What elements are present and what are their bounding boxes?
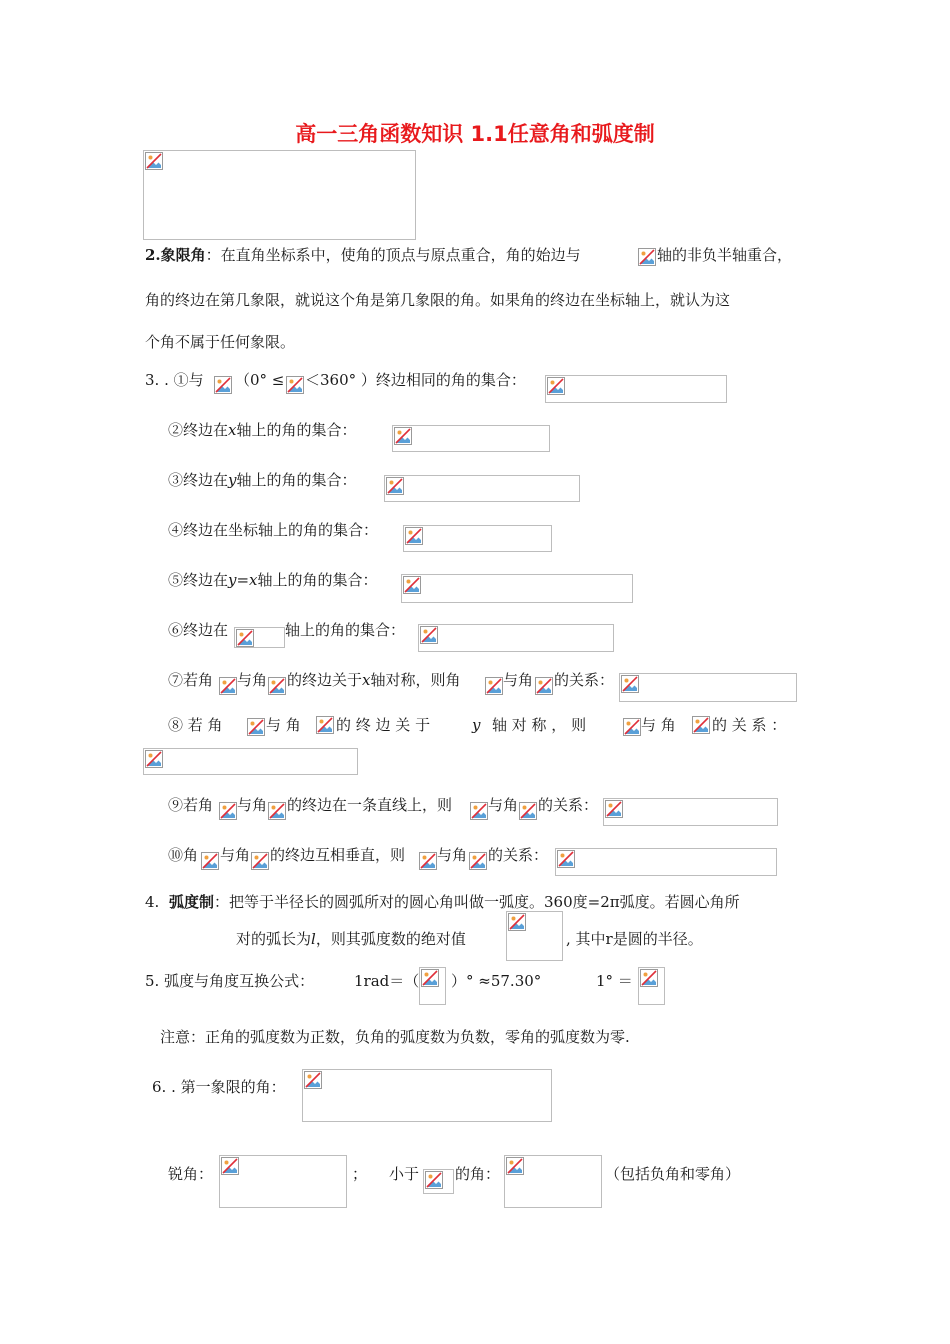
broken-image-icon bbox=[425, 1171, 443, 1189]
broken-image-icon bbox=[605, 800, 623, 818]
broken-image-icon bbox=[508, 913, 526, 931]
broken-image-icon bbox=[219, 802, 237, 820]
s3-item5 bbox=[168, 570, 378, 590]
broken-image-icon bbox=[247, 718, 265, 736]
broken-image-icon bbox=[221, 1157, 239, 1175]
broken-image-icon bbox=[386, 477, 404, 495]
s3-i2-b: 轴上的角的集合： bbox=[236, 421, 357, 439]
s4-line2-b: ，则其弧度数的绝对值 bbox=[315, 930, 466, 948]
answer-box bbox=[143, 748, 358, 775]
s3-i7-x: x bbox=[362, 671, 371, 689]
s3-i7-a: ⑦若角 bbox=[168, 671, 214, 689]
broken-image-icon bbox=[268, 802, 286, 820]
s3-i10-d: 与角 bbox=[437, 846, 468, 864]
s3-head-b: （0° ≤ bbox=[235, 371, 285, 389]
s3-i2-a: ②终边在 bbox=[168, 421, 229, 439]
s5-a: 5. 弧度与角度互换公式： bbox=[145, 972, 315, 990]
broken-image-icon bbox=[621, 675, 639, 693]
answer-box bbox=[418, 624, 614, 652]
broken-image-icon bbox=[405, 527, 423, 545]
broken-image-icon bbox=[535, 677, 553, 695]
s3-i5-yx: y=x bbox=[228, 571, 258, 589]
s2-line1 bbox=[145, 245, 581, 265]
broken-image-icon bbox=[251, 852, 269, 870]
s3-i8-a: ⑧ 若 角 bbox=[168, 716, 223, 734]
broken-image-icon bbox=[403, 576, 421, 594]
s3-i8-e: 与 角 bbox=[641, 716, 676, 734]
s2-label: 2.象限角 bbox=[145, 246, 206, 264]
s3-i5-b: 轴上的角的集合： bbox=[257, 571, 378, 589]
broken-image-icon bbox=[219, 677, 237, 695]
s6-semicolon: ； bbox=[352, 1165, 368, 1183]
broken-image-icon bbox=[145, 152, 163, 170]
s4-line1-text: ：把等于半径长的圆弧所对的圆心角叫做一弧度。360度=2π弧度。若圆心角所 bbox=[214, 893, 740, 911]
s5-b: 1rad＝（ bbox=[354, 972, 420, 990]
s3-i4: ④终边在坐标轴上的角的集合： bbox=[168, 521, 379, 539]
answer-box bbox=[403, 525, 552, 552]
s3-i3-b: 轴上的角的集合： bbox=[236, 471, 357, 489]
s6-less-a: 小于 bbox=[389, 1165, 420, 1183]
broken-image-icon bbox=[623, 718, 641, 736]
s3-i9-a: ⑨若角 bbox=[168, 796, 214, 814]
s4-label: 弧度制 bbox=[169, 893, 215, 911]
s3-i9-d: 与角 bbox=[488, 796, 519, 814]
s3-head-a: 3. . ①与 bbox=[145, 371, 204, 389]
s6-paren: （包括负角和零角） bbox=[605, 1165, 741, 1183]
broken-image-icon bbox=[692, 716, 710, 734]
s3-i5-a: ⑤终边在 bbox=[168, 571, 229, 589]
note: 注意：正角的弧度数为正数，负角的弧度数为负数，零角的弧度数为零. bbox=[160, 1028, 630, 1046]
s3-i2-x: x bbox=[228, 421, 237, 439]
s3-i3-a: ③终边在 bbox=[168, 471, 229, 489]
broken-image-icon bbox=[316, 716, 334, 734]
s3-i10-e: 的关系： bbox=[488, 846, 549, 864]
broken-image-icon bbox=[485, 677, 503, 695]
s5-d: 1° ＝ bbox=[596, 972, 633, 990]
s3-i3-y: y bbox=[228, 471, 237, 489]
s3-i9-e: 的关系： bbox=[538, 796, 599, 814]
broken-image-icon bbox=[638, 248, 656, 266]
s4-line2-c: , 其中r是圆的半径。 bbox=[566, 930, 703, 948]
s3-i7-b: 与角 bbox=[237, 671, 268, 689]
s6-acute: 锐角： bbox=[168, 1165, 214, 1183]
s3-item7-c bbox=[287, 670, 461, 690]
s3-item3 bbox=[168, 470, 357, 490]
s3-i10-a: ⑩角 bbox=[168, 846, 199, 864]
broken-image-icon bbox=[469, 852, 487, 870]
broken-image-icon bbox=[421, 969, 439, 987]
broken-image-icon bbox=[420, 626, 438, 644]
s3-i10-b: 与角 bbox=[220, 846, 251, 864]
broken-image-icon bbox=[304, 1071, 322, 1089]
s3-i7-f: 的关系： bbox=[554, 671, 615, 689]
broken-image-icon bbox=[394, 427, 412, 445]
s4-line2-a: 对的弧长为 bbox=[236, 930, 312, 948]
s5-c: ）° ≈57.30° bbox=[451, 972, 542, 990]
broken-image-icon bbox=[640, 969, 658, 987]
answer-box bbox=[392, 425, 550, 452]
figure-placeholder bbox=[143, 150, 416, 240]
broken-image-icon bbox=[286, 376, 304, 394]
broken-image-icon bbox=[214, 376, 232, 394]
s3-i10-c: 的终边互相垂直，则 bbox=[270, 846, 406, 864]
s4-line1 bbox=[169, 892, 740, 912]
s4-line2-l: l bbox=[311, 930, 316, 948]
broken-image-icon bbox=[506, 1157, 524, 1175]
s3-i8-f: 的 关 系 ： bbox=[712, 716, 787, 734]
s3-i8-b: 与 角 bbox=[266, 716, 301, 734]
broken-image-icon bbox=[547, 377, 565, 395]
answer-box bbox=[603, 798, 778, 826]
broken-image-icon bbox=[236, 629, 254, 647]
s4-num: 4. bbox=[145, 893, 160, 911]
s3-i8-d: 轴 对 称 ， 则 bbox=[492, 716, 587, 734]
broken-image-icon bbox=[557, 850, 575, 868]
s2-line1-a: ：在直角坐标系中，使角的顶点与原点重合，角的始边与 bbox=[205, 246, 581, 264]
s3-i6-a: ⑥终边在 bbox=[168, 621, 229, 639]
s4-line2 bbox=[236, 929, 466, 949]
page-title: 高一三角函数知识 1.1任意角和弧度制 bbox=[295, 122, 655, 146]
broken-image-icon bbox=[519, 802, 537, 820]
broken-image-icon bbox=[145, 750, 163, 768]
s3-i8-c: 的 终 边 关 于 bbox=[336, 716, 431, 734]
broken-image-icon bbox=[470, 802, 488, 820]
answer-box bbox=[545, 375, 727, 403]
s6-less-b: 的角： bbox=[455, 1165, 501, 1183]
answer-box bbox=[619, 673, 797, 702]
s3-i6-b: 轴上的角的集合： bbox=[285, 621, 406, 639]
s2-line1-b: 轴的非负半轴重合， bbox=[657, 246, 793, 264]
s3-i8-y: y bbox=[472, 716, 481, 734]
s6-head: 6. . 第一象限的角： bbox=[152, 1078, 286, 1096]
s3-i9-b: 与角 bbox=[237, 796, 268, 814]
s3-i7-c: 的终边关于 bbox=[287, 671, 363, 689]
answer-box bbox=[401, 574, 633, 603]
broken-image-icon bbox=[201, 852, 219, 870]
broken-image-icon bbox=[419, 852, 437, 870]
broken-image-icon bbox=[268, 677, 286, 695]
answer-box bbox=[302, 1069, 552, 1122]
s3-i7-e: 与角 bbox=[503, 671, 534, 689]
s3-head-c: ＜360° ）终边相同的角的集合： bbox=[305, 371, 526, 389]
s2-line2: 角的终边在第几象限，就说这个角是第几象限的角。如果角的终边在坐标轴上，就认为这 bbox=[145, 291, 731, 309]
s3-item2 bbox=[168, 420, 357, 440]
s2-line3: 个角不属于任何象限。 bbox=[145, 333, 296, 351]
s3-i9-c: 的终边在一条直线上，则 bbox=[287, 796, 453, 814]
answer-box bbox=[555, 848, 777, 876]
s3-i7-d: 轴对称，则角 bbox=[370, 671, 461, 689]
answer-box bbox=[384, 475, 580, 502]
